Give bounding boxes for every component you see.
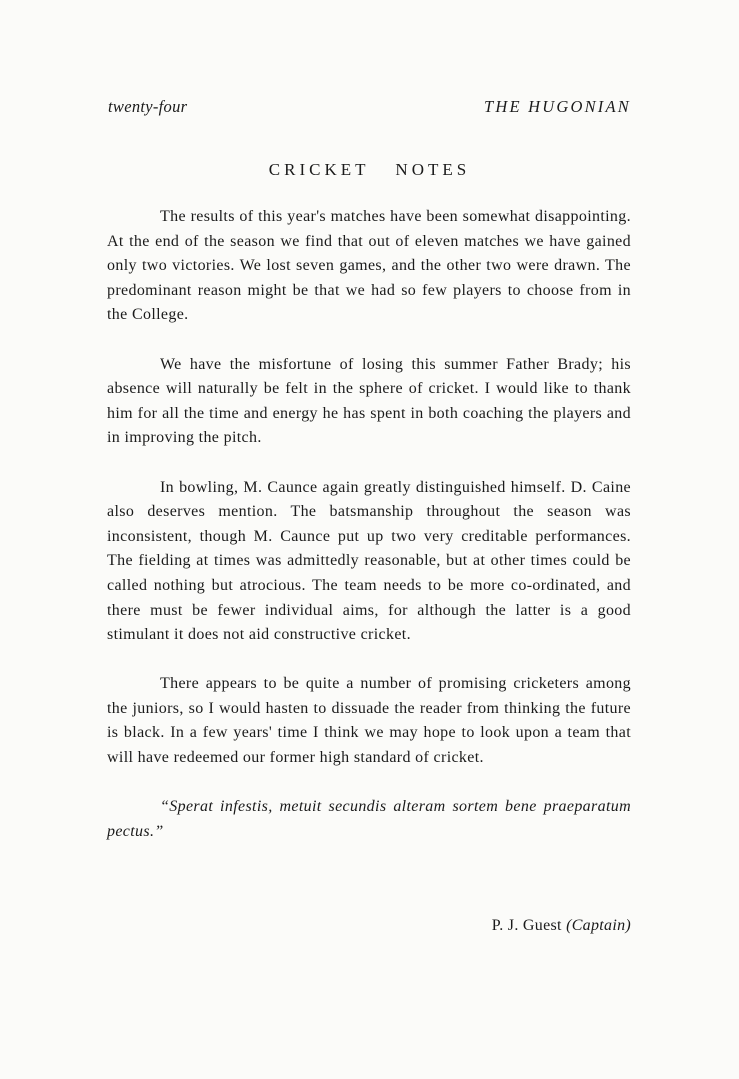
- article-body: [107, 205, 631, 869]
- signature: [492, 917, 631, 935]
- running-head: [108, 97, 631, 119]
- author-name: P. J. Guest: [491, 917, 562, 934]
- latin-quote: “Sperat infestis, metuit secundis alteram sortem bene praeparatum pectus.”: [107, 798, 631, 840]
- journal-title: THE HUGONIAN: [484, 97, 631, 116]
- paragraph-juniors: There appears to be quite a number of promising cricketers among the juniors, so I would hasten to dissuade the reader from thinking the future is black. In a few years' time I think we may hope to look upon a team that will have redeemed our former high standard of cricket.: [107, 675, 631, 767]
- article-title: CRICKET NOTES: [268, 160, 471, 179]
- paragraph-results: The results of this year's matches have been somewhat disappointing. At the end of the season we find that out of eleven matches we have gained only two victories. We lost seven games, and the other two were drawn. The predominant reason might be that we had so few players to choose from in the College.: [107, 208, 631, 324]
- author-role: (Captain): [566, 917, 631, 934]
- page-number: twenty-four: [108, 97, 188, 116]
- paragraph-father-brady: We have the misfortune of losing this summer Father Brady; his absence will naturally be felt in the sphere of cricket. I would like to thank him for all the time and energy he has spent in both coaching the players and in improving the pitch.: [107, 355, 631, 447]
- paragraph-bowling: In bowling, M. Caunce again greatly distinguished himself. D. Caine also deserves mention. The batsmanship throughout the season was inconsistent, though M. Caunce put up two very creditable performances. The fielding at times was admittedly reasonable, but at other times could be called nothing but atrocious. The team needs to be more co-ordinated, and there must be fewer individual aims, for although the latter is a good stimulant it does not aid constructive cricket.: [107, 478, 631, 644]
